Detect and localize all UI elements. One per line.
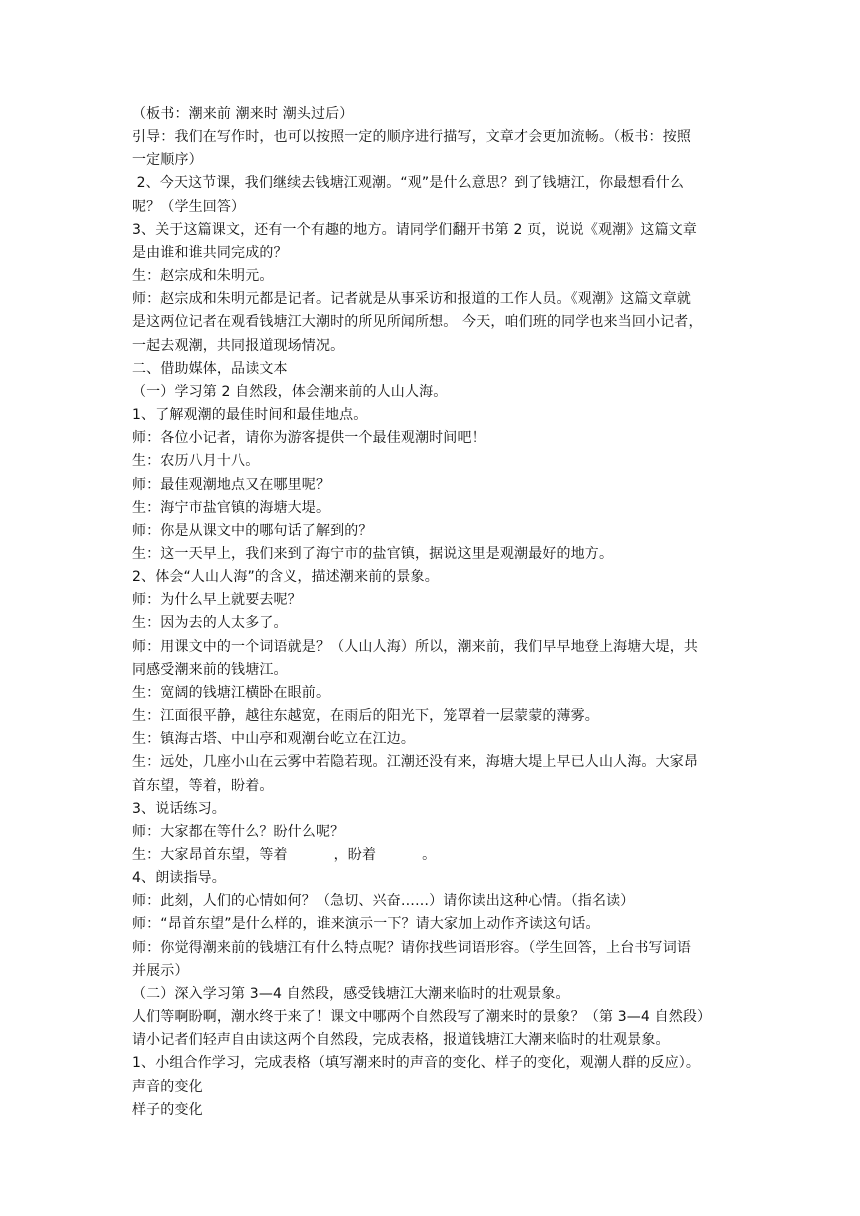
text-line: 师：此刻，人们的心情如何？（急切、兴奋……）请你读出这种心情。（指名读） — [132, 893, 635, 910]
table-row-label: 样子的变化 — [132, 1101, 203, 1118]
table-row-label: 声音的变化 — [132, 1078, 203, 1095]
subsection-heading: （一）学习第 2 自然段，体会潮来前的人山人海。 — [132, 383, 448, 400]
text-line: 4、朗读指导。 — [132, 870, 226, 887]
text-line: 师：大家都在等什么？盼什么呢？ — [132, 823, 345, 840]
text-line: 师：为什么早上就要去呢？ — [132, 592, 302, 609]
subsection-heading: （二）深入学习第 3—4 自然段，感受钱塘江大潮来临时的壮观景象。 — [132, 985, 570, 1002]
text-line: 同感受潮来前的钱塘江。 — [132, 661, 288, 678]
text-line: 2、今天这节课，我们继续去钱塘江观潮。“观”是什么意思？到了钱塘江，你最想看什么 — [132, 175, 685, 192]
text-line: 生：赵宗成和朱明元。 — [132, 268, 274, 285]
text-line: 是由谁和谁共同完成的？ — [132, 244, 288, 261]
text-line: 生：这一天早上，我们来到了海宁市的盐官镇，据说这里是观潮最好的地方。 — [132, 545, 614, 562]
text-line: 师：“昂首东望”是什么样的，谁来演示一下？请大家加上动作齐读这句话。 — [132, 916, 600, 933]
text-line: 并展示） — [132, 962, 189, 979]
text-line: 人们等啊盼啊，潮水终于来了！课文中哪两个自然段写了潮来时的景象？（第 3—4 自然段） — [132, 1009, 712, 1026]
text-line: 3、关于这篇课文，还有一个有趣的地方。请同学们翻开书第 2 页，说说《观潮》这篇文章 — [132, 221, 698, 238]
section-heading: 二、借助媒体，品读文本 — [132, 360, 288, 377]
text-line: 师：赵宗成和朱明元都是记者。记者就是从事采访和报道的工作人员。《观潮》这篇文章就 — [132, 291, 691, 308]
text-line: 一定顺序） — [132, 152, 203, 169]
text-line: 首东望，等着，盼着。 — [132, 777, 274, 794]
text-line: 1、小组合作学习，完成表格（填写潮来时的声音的变化、样子的变化，观潮人群的反应）。 — [132, 1055, 701, 1072]
document-body — [132, 103, 732, 1122]
text-line: 生：因为去的人太多了。 — [132, 615, 288, 632]
text-line: 师：最佳观潮地点又在哪里呢？ — [132, 476, 331, 493]
text-line: 师：用课文中的一个词语就是？（人山人海）所以，潮来前，我们早早地登上海塘大堤，共 — [132, 638, 698, 655]
text-line: 呢？（学生回答） — [132, 198, 246, 215]
text-line: 2、体会“人山人海”的含义，描述潮来前的景象。 — [132, 569, 439, 586]
text-line: 请小记者们轻声自由读这两个自然段，完成表格，报道钱塘江大潮来临时的壮观景象。 — [132, 1032, 670, 1049]
text-line: 生：海宁市盐官镇的海塘大堤。 — [132, 499, 331, 516]
text-line: 生：农历八月十八。 — [132, 453, 260, 470]
text-line: 一起去观潮，共同报道现场情况。 — [132, 337, 345, 354]
text-line: 1、了解观潮的最佳时间和最佳地点。 — [132, 407, 368, 424]
text-line: （板书：潮来前 潮来时 潮头过后） — [132, 106, 354, 122]
text-line: 师：你觉得潮来前的钱塘江有什么特点呢？请你找些词语形容。（学生回答，上台书写词语 — [132, 939, 691, 956]
text-line: 3、说话练习。 — [132, 800, 226, 817]
text-line: 生：大家昂首东望，等着 ，盼着 。 — [132, 847, 437, 863]
text-line: 师：各位小记者，请你为游客提供一个最佳观潮时间吧！ — [132, 430, 486, 447]
text-line: 生：远处，几座小山在云雾中若隐若现。江潮还没有来，海塘大堤上早已人山人海。大家昂 — [132, 754, 698, 771]
text-line: 生：宽阔的钱塘江横卧在眼前。 — [132, 684, 331, 701]
text-line: 是这两位记者在观看钱塘江大潮时的所见所闻所想。 今天，咱们班的同学也来当回小记者， — [132, 314, 703, 331]
text-line: 引导：我们在写作时，也可以按照一定的顺序进行描写，文章才会更加流畅。（板书：按照 — [132, 129, 691, 146]
text-line: 生：镇海古塔、中山亭和观潮台屹立在江边。 — [132, 731, 415, 748]
text-line: 生：江面很平静，越往东越宽，在雨后的阳光下，笼罩着一层蒙蒙的薄雾。 — [132, 708, 599, 725]
text-line: 师：你是从课文中的哪句话了解到的？ — [132, 522, 373, 539]
